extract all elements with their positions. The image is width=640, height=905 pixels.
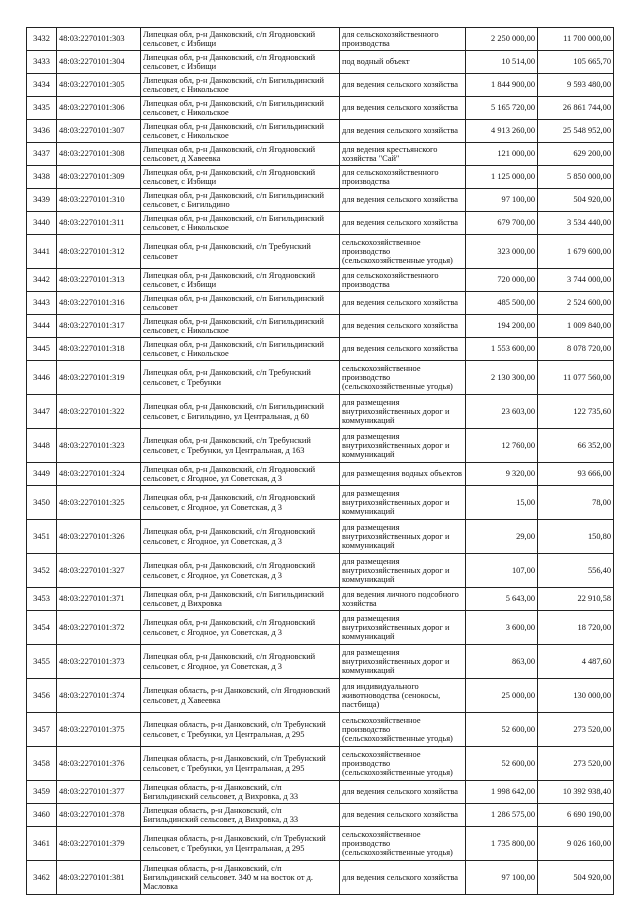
- area-cell: 323 000,00: [466, 235, 538, 269]
- area-cell: 1 286 575,00: [466, 804, 538, 827]
- address-cell: Липецкая обл, р-н Данковский, с/п Ягодновский сельсовет, с Избищи: [141, 51, 340, 74]
- row-number-cell: 3446: [27, 361, 57, 395]
- cadastral-number-cell: 48:03:2270101:376: [57, 747, 141, 781]
- row-number-cell: 3447: [27, 395, 57, 429]
- permitted-use-cell: для ведения сельского хозяйства: [340, 315, 466, 338]
- area-cell: 485 500,00: [466, 292, 538, 315]
- row-number-cell: 3435: [27, 97, 57, 120]
- permitted-use-cell: для размещения водных объектов: [340, 463, 466, 486]
- cadastral-value-cell: 130 000,00: [538, 679, 614, 713]
- cadastral-number-cell: 48:03:2270101:322: [57, 395, 141, 429]
- cadastral-number-cell: 48:03:2270101:310: [57, 189, 141, 212]
- permitted-use-cell: для ведения сельского хозяйства: [340, 781, 466, 804]
- table-row: [27, 292, 614, 315]
- table-row: [27, 463, 614, 486]
- permitted-use-cell: сельскохозяйственное производство (сельскохозяйственные угодья): [340, 827, 466, 861]
- cadastral-number-cell: 48:03:2270101:374: [57, 679, 141, 713]
- table-row: [27, 679, 614, 713]
- area-cell: 194 200,00: [466, 315, 538, 338]
- cadastral-number-cell: 48:03:2270101:327: [57, 554, 141, 588]
- permitted-use-cell: для ведения сельского хозяйства: [340, 189, 466, 212]
- cadastral-number-cell: 48:03:2270101:306: [57, 97, 141, 120]
- table-row: [27, 554, 614, 588]
- cadastral-number-cell: 48:03:2270101:308: [57, 143, 141, 166]
- land-registry-table: [26, 27, 614, 895]
- cadastral-number-cell: 48:03:2270101:375: [57, 713, 141, 747]
- area-cell: 29,00: [466, 520, 538, 554]
- table-row: [27, 827, 614, 861]
- cadastral-value-cell: 4 487,60: [538, 645, 614, 679]
- area-cell: 10 514,00: [466, 51, 538, 74]
- row-number-cell: 3440: [27, 212, 57, 235]
- cadastral-value-cell: 9 593 480,00: [538, 74, 614, 97]
- area-cell: 25 000,00: [466, 679, 538, 713]
- address-cell: Липецкая обл, р-н Данковский, с/п Бигильдинский сельсовет, с Никольское: [141, 97, 340, 120]
- address-cell: Липецкая область, р-н Данковский, с/п Бигильдинский сельсовет, д Вихровка, д 33: [141, 804, 340, 827]
- area-cell: 5 165 720,00: [466, 97, 538, 120]
- cadastral-value-cell: 10 392 938,40: [538, 781, 614, 804]
- address-cell: Липецкая область, р-н Данковский, с/п Бигильдинский сельсовет, д Вихровка, д 33: [141, 781, 340, 804]
- address-cell: Липецкая обл, р-н Данковский, с/п Ягодновский сельсовет, с Избищи: [141, 269, 340, 292]
- address-cell: Липецкая обл, р-н Данковский, с/п Требунский сельсовет, с Требунки, ул Центральная, д 163: [141, 429, 340, 463]
- address-cell: Липецкая область, р-н Данковский, с/п Требунский сельсовет, с Требунки, ул Центральная, д 295: [141, 713, 340, 747]
- cadastral-value-cell: 66 352,00: [538, 429, 614, 463]
- area-cell: 52 600,00: [466, 747, 538, 781]
- cadastral-value-cell: 3 744 000,00: [538, 269, 614, 292]
- table-row: [27, 338, 614, 361]
- table-row: [27, 520, 614, 554]
- address-cell: Липецкая обл, р-н Данковский, с/п Бигильдинский сельсовет, с Никольское: [141, 74, 340, 97]
- row-number-cell: 3459: [27, 781, 57, 804]
- area-cell: 97 100,00: [466, 189, 538, 212]
- cadastral-value-cell: 273 520,00: [538, 747, 614, 781]
- row-number-cell: 3461: [27, 827, 57, 861]
- table-row: [27, 28, 614, 51]
- table-row: [27, 804, 614, 827]
- cadastral-value-cell: 8 078 720,00: [538, 338, 614, 361]
- table-row: [27, 588, 614, 611]
- cadastral-number-cell: 48:03:2270101:373: [57, 645, 141, 679]
- row-number-cell: 3458: [27, 747, 57, 781]
- address-cell: Липецкая обл, р-н Данковский, с/п Ягодновский сельсовет, с Ягодное, ул Советская, д 3: [141, 611, 340, 645]
- permitted-use-cell: для ведения сельского хозяйства: [340, 74, 466, 97]
- cadastral-number-cell: 48:03:2270101:325: [57, 486, 141, 520]
- cadastral-value-cell: 504 920,00: [538, 861, 614, 895]
- row-number-cell: 3432: [27, 28, 57, 51]
- permitted-use-cell: для размещения внутрихозяйственных дорог и коммуникаций: [340, 486, 466, 520]
- permitted-use-cell: для ведения крестьянского хозяйства "Сай": [340, 143, 466, 166]
- permitted-use-cell: для ведения сельского хозяйства: [340, 97, 466, 120]
- address-cell: Липецкая обл, р-н Данковский, с/п Ягодновский сельсовет, с Ягодное, ул Советская, д 3: [141, 520, 340, 554]
- cadastral-value-cell: 93 666,00: [538, 463, 614, 486]
- cadastral-value-cell: 6 690 190,00: [538, 804, 614, 827]
- row-number-cell: 3442: [27, 269, 57, 292]
- address-cell: Липецкая обл, р-н Данковский, с/п Ягодновский сельсовет, с Избищи: [141, 166, 340, 189]
- cadastral-number-cell: 48:03:2270101:377: [57, 781, 141, 804]
- address-cell: Липецкая обл, р-н Данковский, с/п Бигильдинский сельсовет, с Никольское: [141, 338, 340, 361]
- area-cell: 1 125 000,00: [466, 166, 538, 189]
- permitted-use-cell: для ведения сельского хозяйства: [340, 292, 466, 315]
- cadastral-value-cell: 22 910,58: [538, 588, 614, 611]
- area-cell: 12 760,00: [466, 429, 538, 463]
- permitted-use-cell: для ведения сельского хозяйства: [340, 861, 466, 895]
- permitted-use-cell: для размещения внутрихозяйственных дорог и коммуникаций: [340, 520, 466, 554]
- cadastral-value-cell: 105 665,70: [538, 51, 614, 74]
- row-number-cell: 3441: [27, 235, 57, 269]
- cadastral-number-cell: 48:03:2270101:304: [57, 51, 141, 74]
- cadastral-value-cell: 1 009 840,00: [538, 315, 614, 338]
- cadastral-number-cell: 48:03:2270101:379: [57, 827, 141, 861]
- cadastral-number-cell: 48:03:2270101:317: [57, 315, 141, 338]
- cadastral-number-cell: 48:03:2270101:307: [57, 120, 141, 143]
- address-cell: Липецкая обл, р-н Данковский, с/п Бигильдинский сельсовет, с Никольское: [141, 315, 340, 338]
- area-cell: 9 320,00: [466, 463, 538, 486]
- table-row: [27, 235, 614, 269]
- cadastral-value-cell: 18 720,00: [538, 611, 614, 645]
- row-number-cell: 3448: [27, 429, 57, 463]
- cadastral-value-cell: 11 700 000,00: [538, 28, 614, 51]
- permitted-use-cell: для размещения внутрихозяйственных дорог и коммуникаций: [340, 645, 466, 679]
- table-row: [27, 143, 614, 166]
- area-cell: 52 600,00: [466, 713, 538, 747]
- row-number-cell: 3455: [27, 645, 57, 679]
- row-number-cell: 3452: [27, 554, 57, 588]
- address-cell: Липецкая область, р-н Данковский, с/п Требунский сельсовет, с Требунки, ул Центральная, д 295: [141, 747, 340, 781]
- permitted-use-cell: для размещения внутрихозяйственных дорог и коммуникаций: [340, 395, 466, 429]
- area-cell: 121 000,00: [466, 143, 538, 166]
- cadastral-value-cell: 5 850 000,00: [538, 166, 614, 189]
- address-cell: Липецкая обл, р-н Данковский, с/п Бигильдинский сельсовет, с Никольское: [141, 212, 340, 235]
- area-cell: 5 643,00: [466, 588, 538, 611]
- area-cell: 107,00: [466, 554, 538, 588]
- cadastral-value-cell: 629 200,00: [538, 143, 614, 166]
- area-cell: 1 844 900,00: [466, 74, 538, 97]
- row-number-cell: 3451: [27, 520, 57, 554]
- cadastral-number-cell: 48:03:2270101:313: [57, 269, 141, 292]
- permitted-use-cell: под водный объект: [340, 51, 466, 74]
- table-row: [27, 315, 614, 338]
- cadastral-number-cell: 48:03:2270101:316: [57, 292, 141, 315]
- permitted-use-cell: для размещения внутрихозяйственных дорог и коммуникаций: [340, 429, 466, 463]
- permitted-use-cell: для сельскохозяйственного производства: [340, 166, 466, 189]
- cadastral-number-cell: 48:03:2270101:311: [57, 212, 141, 235]
- cadastral-value-cell: 556,40: [538, 554, 614, 588]
- address-cell: Липецкая обл, р-н Данковский, с/п Бигильдинский сельсовет, д Вихровка: [141, 588, 340, 611]
- table-row: [27, 645, 614, 679]
- row-number-cell: 3433: [27, 51, 57, 74]
- cadastral-value-cell: 150,80: [538, 520, 614, 554]
- permitted-use-cell: сельскохозяйственное производство (сельскохозяйственные угодья): [340, 361, 466, 395]
- cadastral-value-cell: 26 861 744,00: [538, 97, 614, 120]
- row-number-cell: 3445: [27, 338, 57, 361]
- area-cell: 863,00: [466, 645, 538, 679]
- permitted-use-cell: для ведения сельского хозяйства: [340, 338, 466, 361]
- permitted-use-cell: для сельскохозяйственного производства: [340, 28, 466, 51]
- row-number-cell: 3453: [27, 588, 57, 611]
- cadastral-number-cell: 48:03:2270101:381: [57, 861, 141, 895]
- table-row: [27, 120, 614, 143]
- address-cell: Липецкая обл, р-н Данковский, с/п Ягодновский сельсовет, с Ягодное, ул Советская, д 3: [141, 486, 340, 520]
- table-row: [27, 189, 614, 212]
- address-cell: Липецкая обл, р-н Данковский, с/п Бигильдинский сельсовет, с Бигильдино, ул Центральная, д 60: [141, 395, 340, 429]
- permitted-use-cell: для ведения сельского хозяйства: [340, 120, 466, 143]
- cadastral-value-cell: 9 026 160,00: [538, 827, 614, 861]
- permitted-use-cell: сельскохозяйственное производство (сельскохозяйственные угодья): [340, 235, 466, 269]
- area-cell: 679 700,00: [466, 212, 538, 235]
- table-row: [27, 747, 614, 781]
- area-cell: 2 250 000,00: [466, 28, 538, 51]
- address-cell: Липецкая обл, р-н Данковский, с/п Ягодновский сельсовет, с Ягодное, ул Советская, д 3: [141, 463, 340, 486]
- row-number-cell: 3462: [27, 861, 57, 895]
- area-cell: 1 998 642,00: [466, 781, 538, 804]
- table-row: [27, 611, 614, 645]
- permitted-use-cell: для ведения личного подсобного хозяйства: [340, 588, 466, 611]
- cadastral-number-cell: 48:03:2270101:372: [57, 611, 141, 645]
- address-cell: Липецкая обл, р-н Данковский, с/п Ягодновский сельсовет, д Хавеевка: [141, 143, 340, 166]
- row-number-cell: 3436: [27, 120, 57, 143]
- address-cell: Липецкая обл, р-н Данковский, с/п Ягодновский сельсовет, с Ягодное, ул Советская, д 3: [141, 645, 340, 679]
- permitted-use-cell: для размещения внутрихозяйственных дорог и коммуникаций: [340, 611, 466, 645]
- cadastral-number-cell: 48:03:2270101:305: [57, 74, 141, 97]
- table-row: [27, 212, 614, 235]
- address-cell: Липецкая обл, р-н Данковский, с/п Ягодновский сельсовет, с Избищи: [141, 28, 340, 51]
- row-number-cell: 3444: [27, 315, 57, 338]
- address-cell: Липецкая обл, р-н Данковский, с/п Требунский сельсовет: [141, 235, 340, 269]
- table-row: [27, 781, 614, 804]
- address-cell: Липецкая область, р-н Данковский, с/п Бигильдинский сельсовет. 340 м на восток от д. Масловка: [141, 861, 340, 895]
- row-number-cell: 3454: [27, 611, 57, 645]
- permitted-use-cell: для ведения сельского хозяйства: [340, 212, 466, 235]
- row-number-cell: 3449: [27, 463, 57, 486]
- cadastral-value-cell: 2 524 600,00: [538, 292, 614, 315]
- cadastral-number-cell: 48:03:2270101:323: [57, 429, 141, 463]
- cadastral-value-cell: 273 520,00: [538, 713, 614, 747]
- area-cell: 15,00: [466, 486, 538, 520]
- table-row: [27, 97, 614, 120]
- row-number-cell: 3443: [27, 292, 57, 315]
- row-number-cell: 3437: [27, 143, 57, 166]
- area-cell: 4 913 260,00: [466, 120, 538, 143]
- table-row: [27, 361, 614, 395]
- cadastral-number-cell: 48:03:2270101:371: [57, 588, 141, 611]
- cadastral-value-cell: 504 920,00: [538, 189, 614, 212]
- permitted-use-cell: для размещения внутрихозяйственных дорог и коммуникаций: [340, 554, 466, 588]
- permitted-use-cell: для индивидуального животноводства (сенокосы, пастбища): [340, 679, 466, 713]
- address-cell: Липецкая область, р-н Данковский, с/п Ягодновский сельсовет, д Хавеевка: [141, 679, 340, 713]
- row-number-cell: 3434: [27, 74, 57, 97]
- table-row: [27, 429, 614, 463]
- permitted-use-cell: сельскохозяйственное производство (сельскохозяйственные угодья): [340, 747, 466, 781]
- table-row: [27, 395, 614, 429]
- row-number-cell: 3450: [27, 486, 57, 520]
- address-cell: Липецкая обл, р-н Данковский, с/п Бигильдинский сельсовет, с Никольское: [141, 120, 340, 143]
- table-row: [27, 166, 614, 189]
- cadastral-value-cell: 1 679 600,00: [538, 235, 614, 269]
- cadastral-value-cell: 78,00: [538, 486, 614, 520]
- cadastral-number-cell: 48:03:2270101:318: [57, 338, 141, 361]
- cadastral-number-cell: 48:03:2270101:324: [57, 463, 141, 486]
- table-row: [27, 51, 614, 74]
- cadastral-value-cell: 25 548 952,00: [538, 120, 614, 143]
- row-number-cell: 3460: [27, 804, 57, 827]
- area-cell: 3 600,00: [466, 611, 538, 645]
- permitted-use-cell: сельскохозяйственное производство (сельскохозяйственные угодья): [340, 713, 466, 747]
- row-number-cell: 3438: [27, 166, 57, 189]
- table-body: [27, 28, 614, 895]
- area-cell: 97 100,00: [466, 861, 538, 895]
- cadastral-number-cell: 48:03:2270101:319: [57, 361, 141, 395]
- cadastral-number-cell: 48:03:2270101:326: [57, 520, 141, 554]
- table-row: [27, 713, 614, 747]
- table-row: [27, 861, 614, 895]
- cadastral-value-cell: 3 534 440,00: [538, 212, 614, 235]
- table-row: [27, 269, 614, 292]
- cadastral-value-cell: 122 735,60: [538, 395, 614, 429]
- area-cell: 23 603,00: [466, 395, 538, 429]
- permitted-use-cell: для сельскохозяйственного производства: [340, 269, 466, 292]
- address-cell: Липецкая обл, р-н Данковский, с/п Бигильдинский сельсовет, с Бигильдино: [141, 189, 340, 212]
- area-cell: 1 553 600,00: [466, 338, 538, 361]
- cadastral-value-cell: 11 077 560,00: [538, 361, 614, 395]
- cadastral-number-cell: 48:03:2270101:312: [57, 235, 141, 269]
- address-cell: Липецкая область, р-н Данковский, с/п Требунский сельсовет, с Требунки, ул Центральная, д 295: [141, 827, 340, 861]
- address-cell: Липецкая обл, р-н Данковский, с/п Бигильдинский сельсовет: [141, 292, 340, 315]
- table-row: [27, 486, 614, 520]
- cadastral-number-cell: 48:03:2270101:309: [57, 166, 141, 189]
- address-cell: Липецкая обл, р-н Данковский, с/п Требунский сельсовет, с Требунки: [141, 361, 340, 395]
- area-cell: 2 130 300,00: [466, 361, 538, 395]
- address-cell: Липецкая обл, р-н Данковский, с/п Ягодновский сельсовет, с Ягодное, ул Советская, д 3: [141, 554, 340, 588]
- area-cell: 720 000,00: [466, 269, 538, 292]
- permitted-use-cell: для ведения сельского хозяйства: [340, 804, 466, 827]
- row-number-cell: 3456: [27, 679, 57, 713]
- row-number-cell: 3457: [27, 713, 57, 747]
- table-row: [27, 74, 614, 97]
- cadastral-number-cell: 48:03:2270101:303: [57, 28, 141, 51]
- cadastral-number-cell: 48:03:2270101:378: [57, 804, 141, 827]
- row-number-cell: 3439: [27, 189, 57, 212]
- area-cell: 1 735 800,00: [466, 827, 538, 861]
